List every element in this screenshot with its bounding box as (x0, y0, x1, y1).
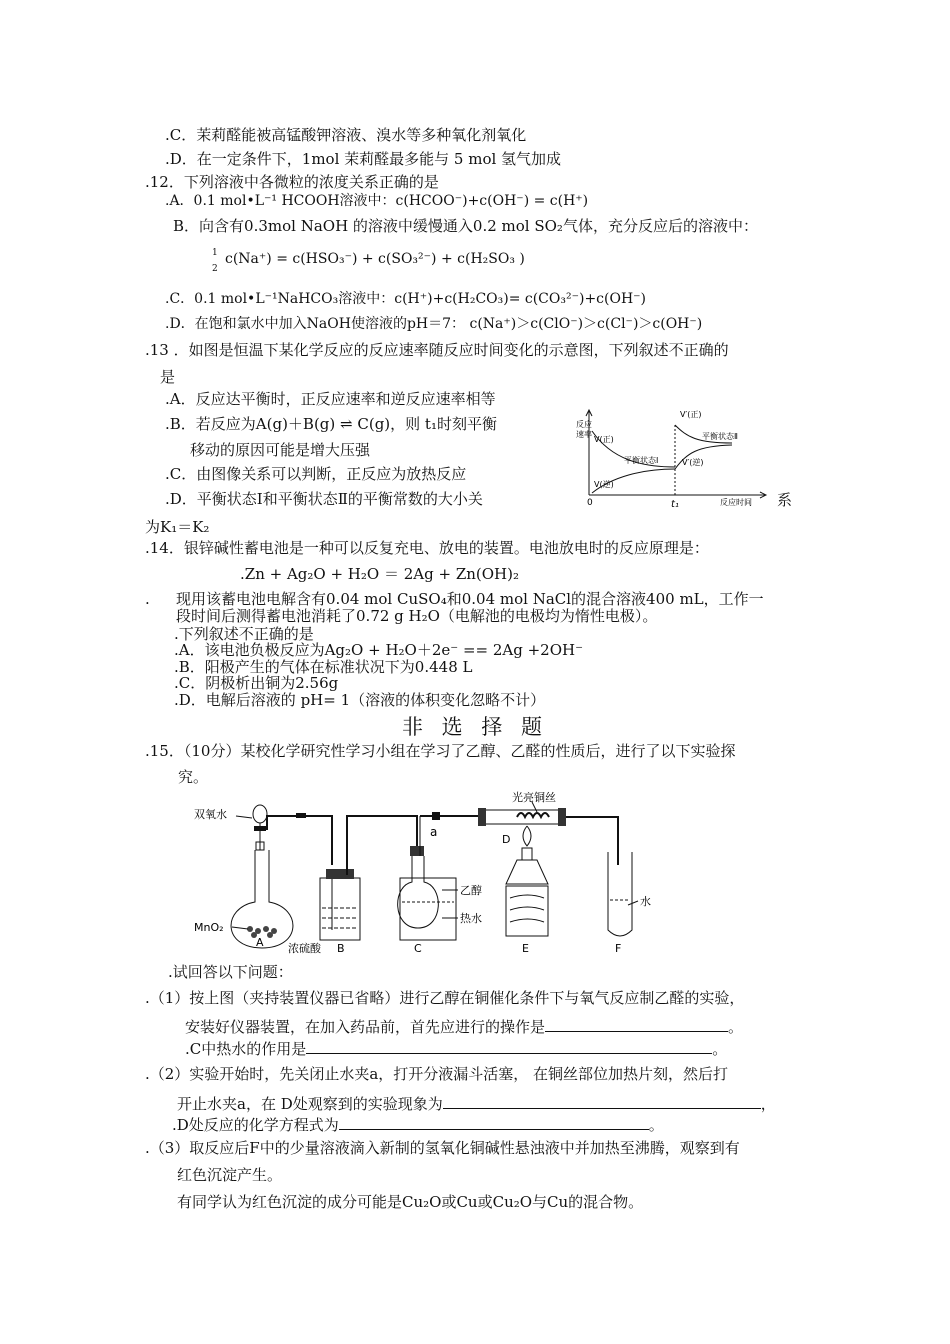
answer-blank-4[interactable] (339, 1114, 649, 1130)
q15-stem: .15．（10分）某校化学研究性学习小组在学习了乙醇、乙醛的性质后，进行了以下实验探 (145, 742, 736, 760)
graph-x-label: 反应时间 (720, 498, 752, 507)
q13-option-d: .D．平衡状态Ⅰ和平衡状态Ⅱ的平衡常数的大小关 (165, 490, 483, 508)
label-B: B (337, 942, 345, 955)
q14-stem: .14．银锌碱性蓄电池是一种可以反复充电、放电的装置。电池放电时的反应原理是： (145, 539, 709, 557)
q14-paragraph-3: .下列叙述不正确的是 (174, 625, 314, 643)
q15-sub1-line3 (185, 1038, 727, 1059)
q15-sub2-line3 (172, 1114, 664, 1135)
wood-block (506, 886, 548, 936)
q15-sub2c-end: 。 (648, 1116, 664, 1134)
q13-option-d-tail: 系 (777, 491, 793, 509)
q15-sub2: .（2）实验开始时，先关闭止水夹a，打开分液漏斗活塞， 在铜丝部位加热片刻，然后打 (145, 1065, 729, 1083)
label-clamp-a: a (430, 825, 438, 839)
q14-paragraph-2: 段时间后测得蓄电池消耗了0.72 g H₂O（电解池的电极均为惰性电极）。 (176, 607, 658, 625)
funnel-stopcock (254, 826, 266, 831)
q15-sub1-text: 安装好仪器装置，在加入药品前，首先应进行的操作是 (185, 1018, 546, 1036)
q15-sub3: .（3）取反应后F中的少量溶液滴入新制的氢氧化铜碱性悬浊液中并加热至沸腾，观察到有 (145, 1139, 740, 1157)
q15-sub2-text: 开止水夹a，在 D处观察到的实验现象为 (177, 1095, 443, 1113)
q14-option-d: .D．电解后溶液的 pH= 1（溶液的体积变化忽略不计） (174, 691, 546, 709)
label-mno2: MnO₂ (194, 921, 224, 934)
q15-sub3-line2: 红色沉淀产生。 (177, 1166, 283, 1184)
q12-fraction-num: 1 (212, 248, 218, 258)
q14-bullet: . (145, 590, 150, 608)
q13-option-c: .C．由图像关系可以判断，正反应为放热反应 (165, 465, 467, 483)
graph-y-label-2: 速率 (576, 430, 592, 439)
q13-option-b-cont: 移动的原因可能是增大压强 (190, 441, 371, 459)
q12-fraction-den: 2 (212, 264, 218, 274)
q15-sub1c-end: 。 (712, 1040, 728, 1058)
label-ethanol: 乙醇 (460, 884, 482, 897)
label-A: A (256, 936, 264, 949)
q15-sub2-line2 (177, 1093, 776, 1114)
tube-d (482, 810, 562, 824)
q13-option-d-cont: 为K₁＝K₂ (145, 518, 210, 536)
q12-option-b-line1: B．向含有0.3mol NaOH 的溶液中缓慢通入0.2 mol SO₂气体，充分反应后的溶液中： (173, 217, 758, 235)
q14-option-a: .A．该电池负极反应为Ag₂O + H₂O＋2e⁻ == 2Ag +2OH⁻ (174, 641, 584, 659)
q14-option-c: .C．阴极析出铜为2.56g (174, 674, 339, 692)
q13-option-b: .B．若反应为A(g)＋B(g) ⇌ C(g)，则 t₁时刻平衡 (165, 415, 497, 433)
q15-sub3-line3: 有同学认为红色沉淀的成分可能是Cu₂O或Cu或Cu₂O与Cu的混合物。 (177, 1193, 644, 1211)
q15-sub2-end: ， (760, 1095, 776, 1113)
q15-sub1-line2 (185, 1016, 743, 1037)
q12-stem: .12．下列溶液中各微粒的浓度关系正确的是 (145, 173, 439, 191)
label-conc-acid: 浓硫酸 (288, 942, 321, 955)
label-hot-water: 热水 (460, 912, 482, 925)
label-D: D (502, 833, 511, 846)
graph-origin: 0 (587, 498, 593, 508)
funnel-bulb (253, 805, 267, 823)
copper-wire (517, 813, 549, 817)
rate-time-graph (572, 405, 772, 508)
graph-y-label-1: 反应 (576, 420, 592, 429)
q14-equation: .Zn + Ag₂O + H₂O ＝ 2Ag + Zn(OH)₂ (240, 565, 519, 583)
graph-v-reverse-2: V′(逆) (682, 458, 704, 467)
q15-stem-cont: 究。 (178, 768, 209, 786)
label-F: F (615, 942, 622, 955)
q12-option-d: .D．在饱和氯水中加入NaOH使溶液的pH＝7： c(Na⁺)＞c(ClO⁻)＞c(Cl⁻)＞c(OH⁻) (165, 316, 703, 332)
q14-option-b: .B．阳极产生的气体在标准状况下为0.448 L (174, 658, 473, 676)
q12-option-b-line2: c(Na⁺) = c(HSO₃⁻) + c(SO₃²⁻) + c(H₂SO₃ ) (225, 251, 525, 267)
apparatus-diagram (192, 790, 662, 955)
q11-option-d: .D．在一定条件下，1mol 茉莉醛最多能与 5 mol 氢气加成 (165, 150, 562, 168)
graph-t1-label: t₁ (671, 499, 679, 508)
label-copper: 光亮铜丝 (512, 791, 556, 804)
test-tube-f (608, 852, 632, 936)
q15-sub1c-text: .C中热水的作用是 (185, 1040, 307, 1058)
beaker-c (400, 878, 456, 940)
q11-option-c: .C．茉莉醛能被高锰酸钾溶液、溴水等多种氧化剂氧化 (165, 126, 527, 144)
label-E: E (522, 942, 529, 955)
q15-sub1-end: 。 (728, 1018, 744, 1036)
q12-option-a: .A．0.1 mol•L⁻¹ HCOOH溶液中：c(HCOO⁻)+c(OH⁻) = c(H⁺) (165, 193, 589, 209)
answer-blank-2[interactable] (306, 1038, 712, 1054)
q13-stem: .13 ．如图是恒温下某化学反应的反应速率随反应时间变化的示意图，下列叙述不正确的 (145, 341, 729, 359)
section-title: 非 选 择 题 (401, 715, 549, 739)
wash-bottle-b (320, 878, 360, 940)
label-h2o2: 双氧水 (194, 808, 227, 821)
q15-sub2c-text: .D处反应的化学方程式为 (172, 1116, 339, 1134)
q14-paragraph-1: 现用该蓄电池电解含有0.04 mol CuSO₄和0.04 mol NaCl的混合溶液400 mL，工作一 (176, 590, 764, 608)
graph-v-forward: V(正) (594, 435, 614, 444)
alcohol-lamp (506, 860, 548, 884)
graph-v-forward-2: V′(正) (680, 410, 702, 419)
q13-option-a: .A．反应达平衡时，正反应速率和逆反应速率相等 (165, 390, 496, 408)
graph-v-reverse: V(逆) (594, 480, 614, 489)
answer-blank-1[interactable] (545, 1016, 728, 1032)
q13-stem-cont: 是 (160, 368, 176, 386)
flame (523, 826, 531, 846)
graph-state-2: 平衡状态Ⅱ (702, 432, 738, 441)
label-C: C (414, 942, 422, 955)
label-water: 水 (640, 895, 651, 908)
q15-prompt: .试回答以下问题： (168, 963, 293, 981)
answer-blank-3[interactable] (443, 1093, 761, 1109)
flask-a (231, 850, 293, 948)
clamp-a (432, 812, 440, 820)
q15-sub1: .（1）按上图（夹持装置仪器已省略）进行乙醇在铜催化条件下与氧气反应制乙醛的实验， (145, 989, 745, 1007)
graph-state-1: 平衡状态Ⅰ (624, 456, 659, 465)
q12-option-c: .C．0.1 mol•L⁻¹NaHCO₃溶液中：c(H⁺)+c(H₂CO₃)= c(CO₃²⁻)+c(OH⁻) (165, 291, 647, 307)
